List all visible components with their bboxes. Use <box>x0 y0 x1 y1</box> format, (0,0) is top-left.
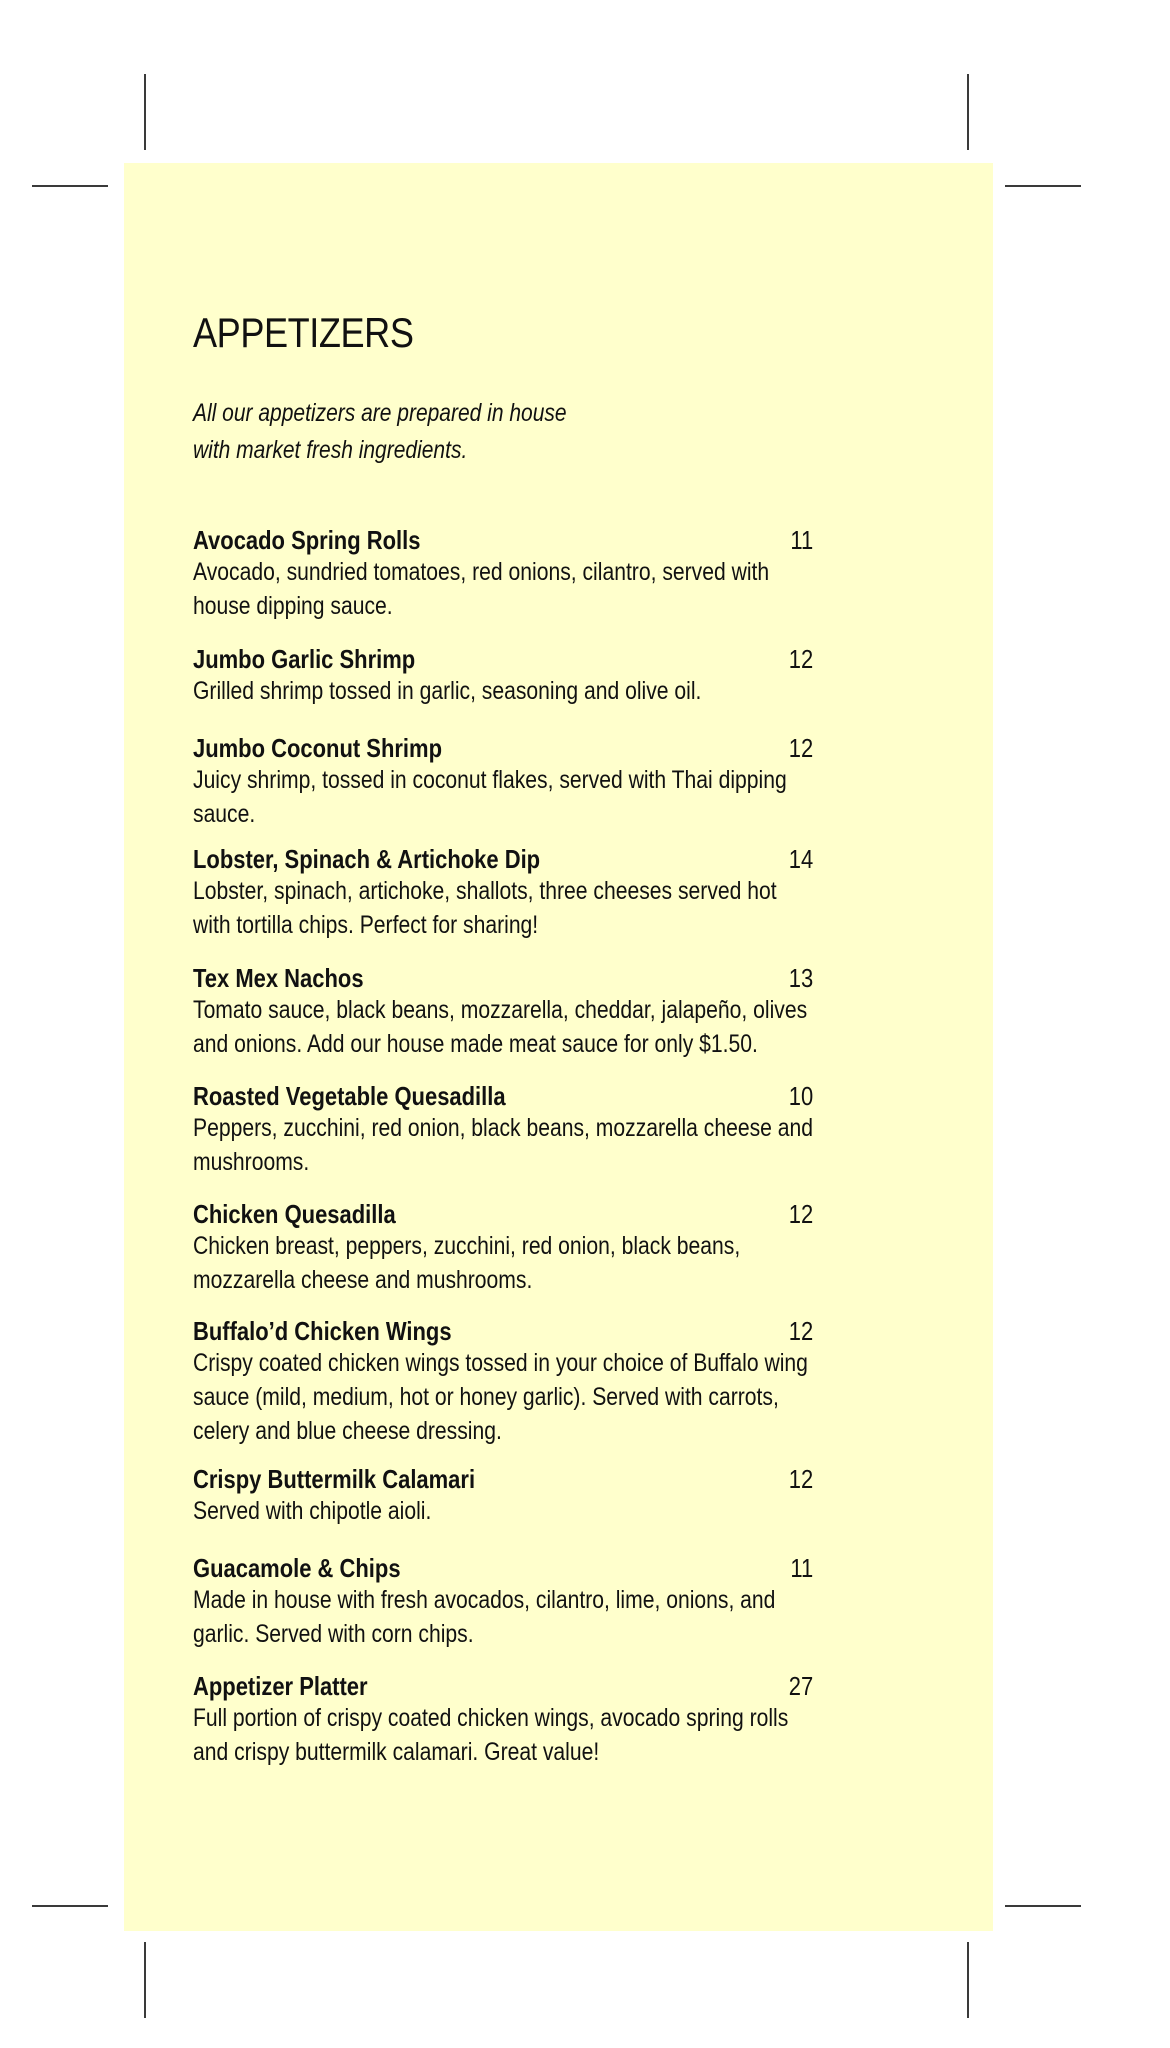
menu-item <box>193 525 818 623</box>
menu-item-name: Jumbo Garlic Shrimp <box>193 644 416 674</box>
menu-item-price: 12 <box>788 1316 814 1346</box>
menu-item-description: Juicy shrimp, tossed in coconut flakes, served with Thai dipping sauce. <box>193 766 787 828</box>
menu-item-name: Roasted Vegetable Quesadilla <box>193 1081 506 1111</box>
section-title: APPETIZERS <box>193 309 414 356</box>
menu-item <box>193 1671 818 1769</box>
menu-item-name: Tex Mex Nachos <box>193 963 364 993</box>
menu-item <box>193 733 818 831</box>
menu-item <box>193 1553 818 1651</box>
menu-item-price: 10 <box>788 1081 814 1111</box>
menu-item-price: 12 <box>788 644 814 674</box>
crop-mark-top-right-horizontal <box>1005 185 1081 187</box>
menu-item-price: 11 <box>790 525 814 555</box>
menu-item-name: Jumbo Coconut Shrimp <box>193 733 442 763</box>
menu-item-name: Buffalo’d Chicken Wings <box>193 1316 452 1346</box>
menu-item-description: Avocado, sundried tomatoes, red onions, cilantro, served with house dipping sauce. <box>193 558 770 620</box>
crop-mark-top-left-horizontal <box>32 185 108 187</box>
menu-item-description: Made in house with fresh avocados, cilantro, lime, onions, and garlic. Served with corn chips. <box>193 1586 776 1648</box>
menu-item-description: Peppers, zucchini, red onion, black beans, mozzarella cheese and mushrooms. <box>193 1114 814 1176</box>
menu-item <box>193 1199 818 1297</box>
menu-item <box>193 1081 818 1179</box>
menu-item-price: 13 <box>788 963 814 993</box>
menu-item-name: Crispy Buttermilk Calamari <box>193 1464 476 1494</box>
menu-item-name: Appetizer Platter <box>193 1671 368 1701</box>
menu-item <box>193 963 818 1061</box>
menu-item-price: 14 <box>788 844 814 874</box>
crop-mark-top-right-vertical <box>967 74 969 150</box>
crop-mark-bottom-right-horizontal <box>1005 1905 1081 1907</box>
menu-item-description: Grilled shrimp tossed in garlic, seasoning and olive oil. <box>193 677 702 705</box>
crop-mark-bottom-left-vertical <box>144 1942 146 2018</box>
menu-item-description: Tomato sauce, black beans, mozzarella, cheddar, jalapeño, olives and onions. Add our house made meat sauce for only $1.50. <box>193 996 808 1058</box>
menu-item-price: 12 <box>788 1464 814 1494</box>
menu-item-price: 11 <box>790 1553 814 1583</box>
menu-item-description: Served with chipotle aioli. <box>193 1497 432 1525</box>
menu-item-name: Avocado Spring Rolls <box>193 525 421 555</box>
menu-item-description: Crispy coated chicken wings tossed in your choice of Buffalo wing sauce (mild, medium, hot or honey garlic). Served with carrots, celery and blue cheese dressing. <box>193 1349 808 1445</box>
section-intro: All our appetizers are prepared in house with market fresh ingredients. <box>193 399 567 464</box>
menu-item-name: Guacamole & Chips <box>193 1553 401 1583</box>
menu-item <box>193 1464 818 1528</box>
menu-item-name: Lobster, Spinach & Artichoke Dip <box>193 844 541 874</box>
menu-item <box>193 1316 818 1448</box>
crop-mark-bottom-left-horizontal <box>32 1905 108 1907</box>
menu-item-description: Lobster, spinach, artichoke, shallots, three cheeses served hot with tortilla chips. Perfect for sharing! <box>193 877 777 939</box>
menu-item-description: Chicken breast, peppers, zucchini, red onion, black beans, mozzarella cheese and mushrooms. <box>193 1232 741 1294</box>
menu-item <box>193 644 818 708</box>
menu-item <box>193 844 818 942</box>
crop-mark-top-left-vertical <box>144 74 146 150</box>
crop-mark-bottom-right-vertical <box>967 1942 969 2018</box>
menu-item-name: Chicken Quesadilla <box>193 1199 396 1229</box>
menu-panel <box>124 163 993 1931</box>
menu-item-description: Full portion of crispy coated chicken wings, avocado spring rolls and crispy buttermilk calamari. Great value! <box>193 1704 789 1766</box>
menu-item-price: 27 <box>788 1671 814 1701</box>
menu-item-price: 12 <box>788 1199 814 1229</box>
menu-item-price: 12 <box>788 733 814 763</box>
